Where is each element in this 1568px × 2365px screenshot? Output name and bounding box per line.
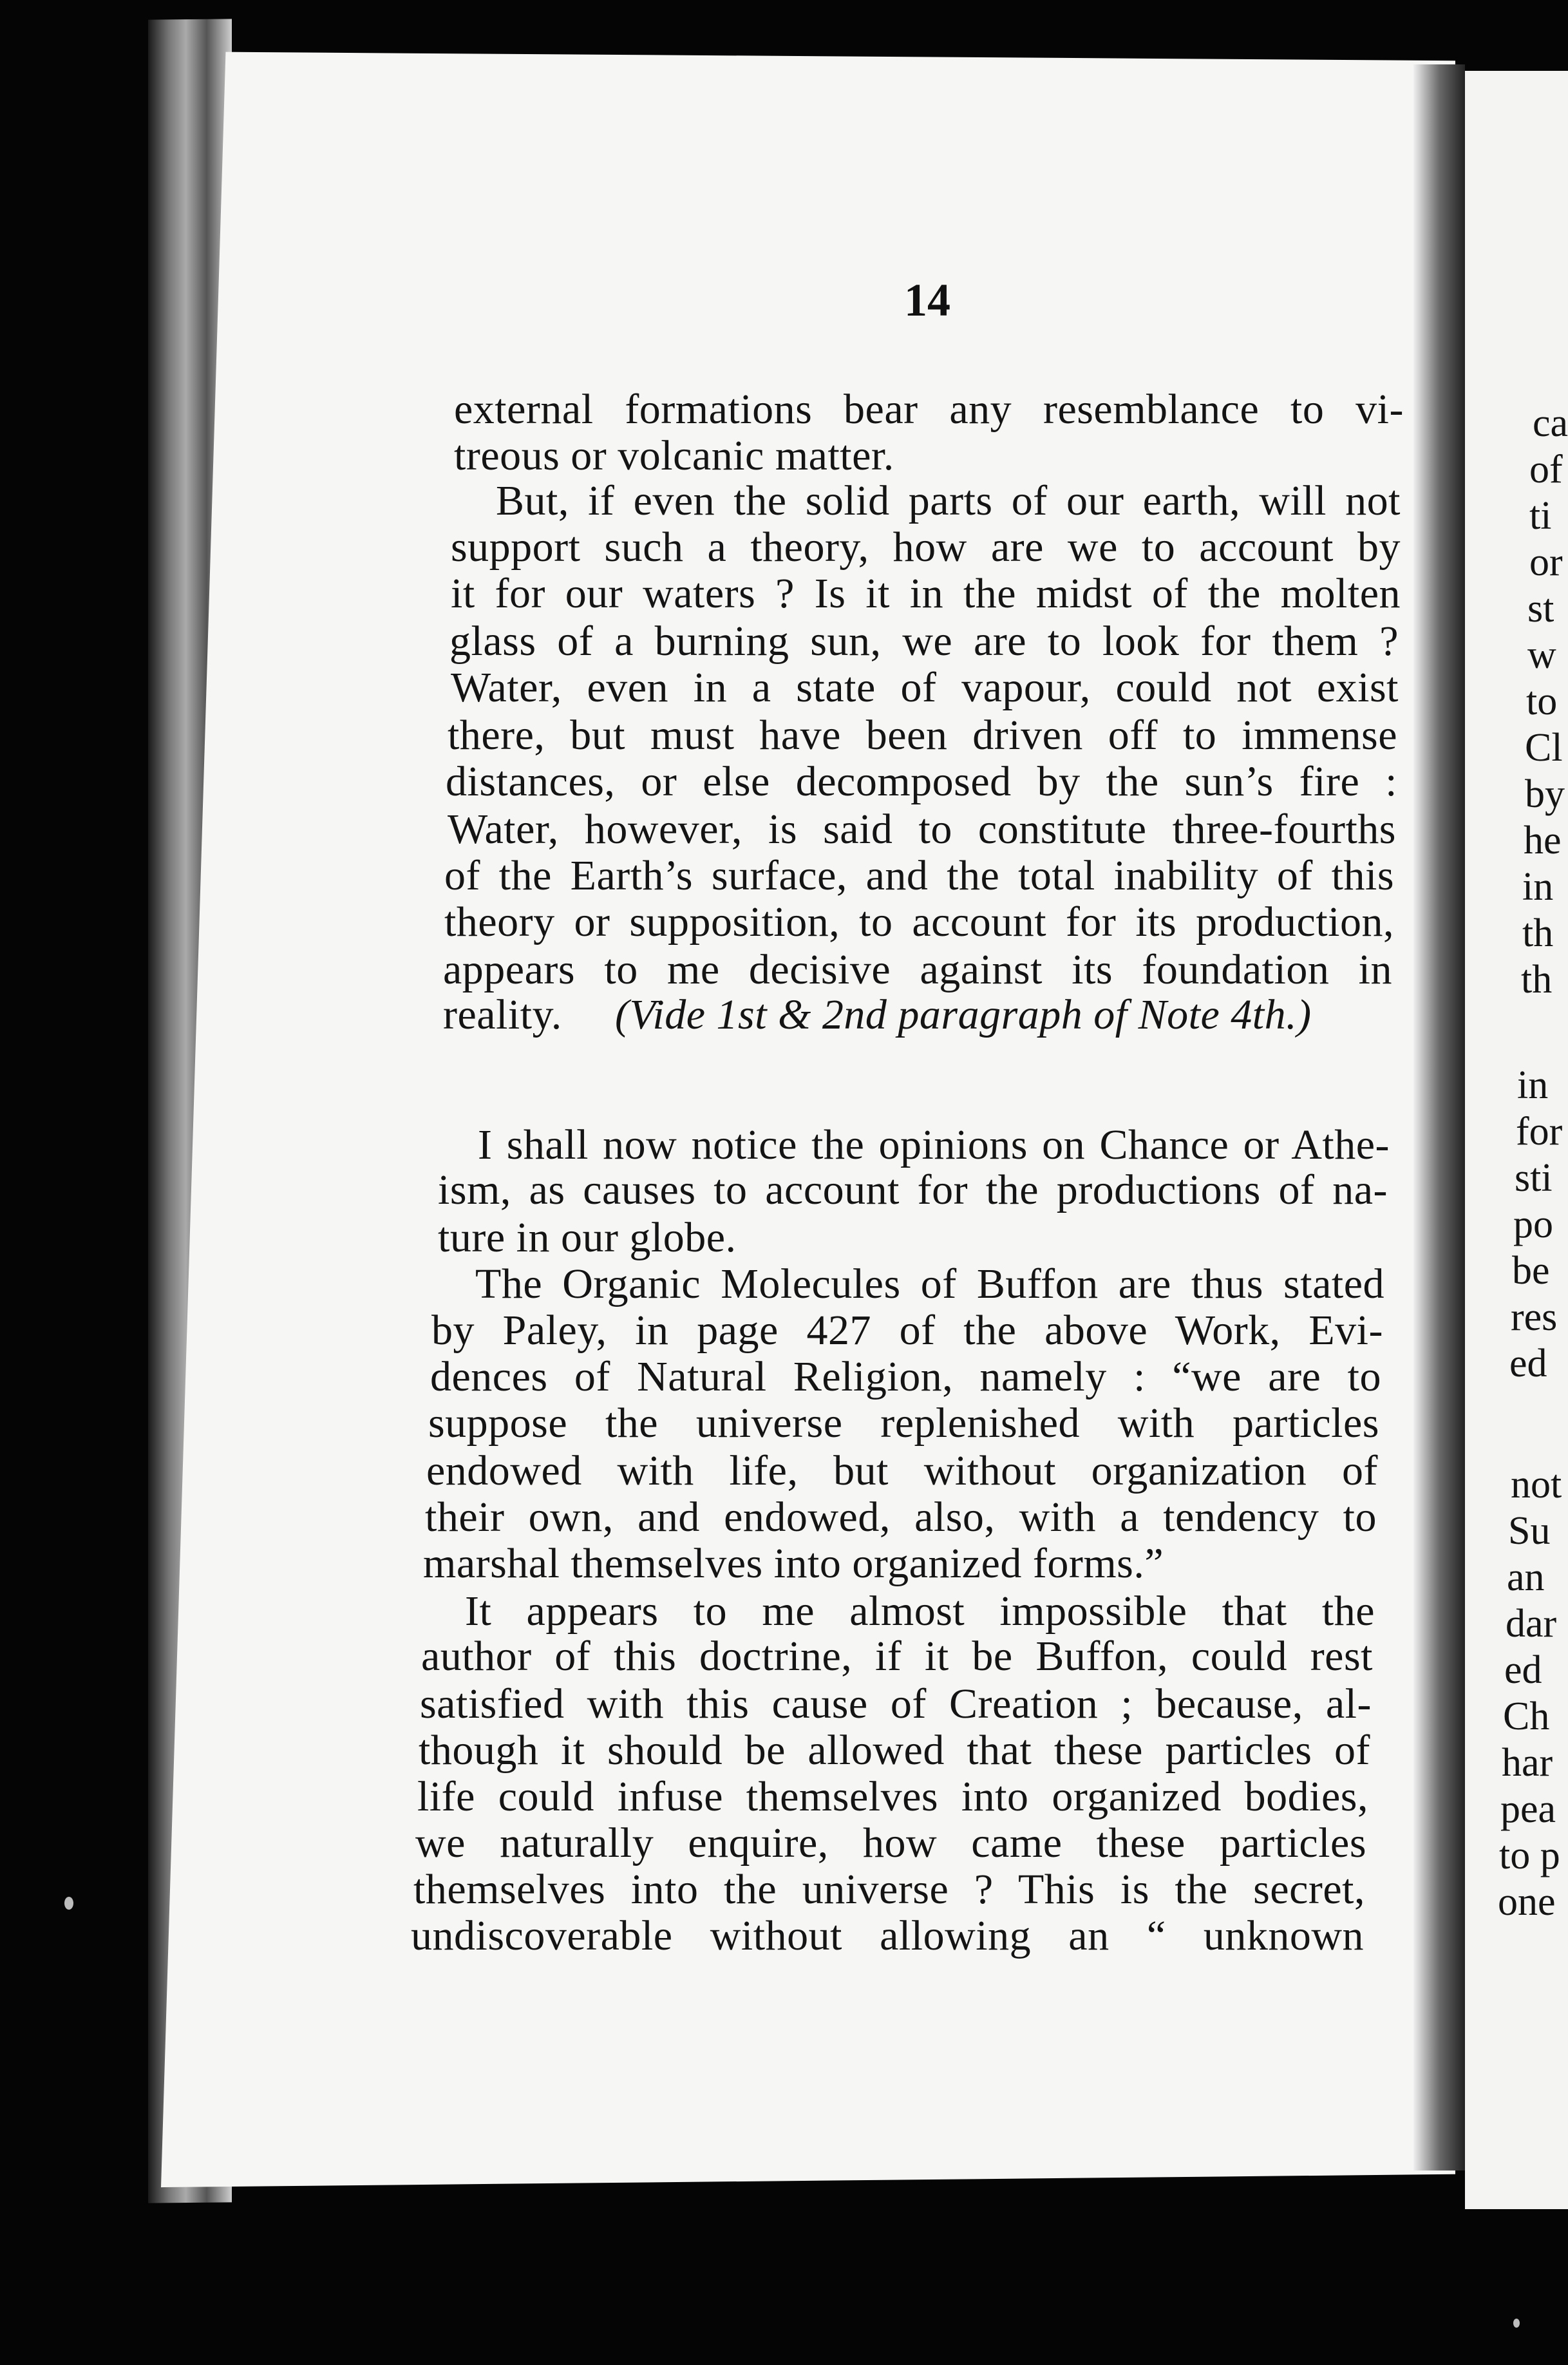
adjacent-page-fragment: pea: [1500, 1787, 1556, 1831]
adjacent-page-fragment: of: [1529, 448, 1563, 491]
text-line: Water, even in a state of vapour, could not exist: [451, 664, 1399, 711]
adjacent-page-fragment: w: [1527, 633, 1556, 677]
text-line: marshal themselves into organized forms.”: [423, 1540, 1164, 1587]
adjacent-page-fragment: ed: [1509, 1342, 1547, 1385]
adjacent-page-fragment: he: [1524, 819, 1562, 862]
text-line: author of this doctrine, if it be Buffon, could rest: [421, 1633, 1373, 1680]
text-line: dences of Natural Religion, namely : “we are to: [430, 1353, 1381, 1400]
text-line: suppose the universe replenished with particles: [428, 1400, 1379, 1447]
text-line: It appears to me almost impossible that the: [465, 1588, 1375, 1635]
text-line: endowed with life, but without organization of: [426, 1447, 1378, 1494]
text-line: ism, as causes to account for the productions of na-: [438, 1166, 1388, 1213]
adjacent-page-fragment: Su: [1508, 1509, 1551, 1553]
dust-speck: [64, 1897, 73, 1910]
adjacent-page-fragment: Cl: [1525, 726, 1563, 770]
text-line: by Paley, in page 427 of the above Work, Evi-: [431, 1307, 1383, 1354]
text-line: their own, and endowed, also, with a tendency to: [425, 1494, 1377, 1541]
adjacent-page-fragment: in: [1522, 865, 1554, 909]
page-number: 14: [904, 274, 950, 326]
adjacent-page-fragment: for: [1516, 1110, 1563, 1154]
adjacent-page-fragment: be: [1512, 1249, 1550, 1293]
text-line: undiscoverable without allowing an “ unknown: [411, 1912, 1364, 1959]
text-line: glass of a burning sun, we are to look for them ?: [449, 618, 1399, 665]
adjacent-page-fragment: har: [1502, 1741, 1553, 1785]
adjacent-page-fragment: res: [1511, 1295, 1558, 1339]
text-line: it for our waters ? Is it in the midst of the molten: [451, 570, 1401, 617]
adjacent-page-fragment: or: [1529, 540, 1563, 584]
text-line: there, but must have been driven off to immense: [448, 712, 1397, 759]
adjacent-page-fragment: by: [1525, 772, 1565, 816]
adjacent-page-fragment: sti: [1515, 1156, 1553, 1200]
adjacent-page-fragment: to p: [1499, 1834, 1560, 1877]
adjacent-page-fragment: one: [1498, 1880, 1556, 1924]
text-line: satisfied with this cause of Creation ; because, al-: [420, 1680, 1372, 1727]
adjacent-page-fragment: not: [1511, 1463, 1562, 1506]
text-line: external formations bear any resemblance to vi-: [454, 386, 1404, 433]
adjacent-page-fragment: th: [1521, 958, 1553, 1002]
text-line: treous or volcanic matter.: [454, 432, 894, 479]
adjacent-page-fragment: ti: [1529, 494, 1552, 538]
text-line: But, if even the solid parts of our earth, will not: [496, 477, 1401, 524]
adjacent-page-fragment: an: [1507, 1555, 1545, 1599]
page-fold-shadow: [1413, 64, 1465, 2170]
adjacent-page-fragment: Ch: [1503, 1695, 1550, 1738]
text-line: appears to me decisive against its foundation in: [443, 946, 1392, 993]
text-line: theory or supposition, to account for its production,: [444, 898, 1394, 945]
text-line: themselves into the universe ? This is the secret,: [413, 1866, 1365, 1913]
text-line: I shall now notice the opinions on Chance or Athe-: [478, 1121, 1390, 1168]
adjacent-page-fragment: th: [1522, 911, 1554, 955]
adjacent-page-fragment: po: [1513, 1202, 1553, 1246]
adjacent-page-fragment: to: [1526, 679, 1558, 723]
text-line: we naturally enquire, how came these particles: [415, 1819, 1366, 1866]
adjacent-page-fragment: ca: [1533, 401, 1568, 445]
adjacent-page-fragment: in: [1517, 1063, 1549, 1107]
text-line: reality.: [443, 991, 562, 1038]
adjacent-page-fragment: st: [1527, 587, 1554, 631]
text-line: Water, however, is said to constitute three-fourths: [448, 806, 1396, 853]
text-line: though it should be allowed that these particles of: [419, 1727, 1370, 1774]
text-line: life could infuse themselves into organized bodies,: [417, 1773, 1368, 1820]
dust-speck: [1513, 2319, 1520, 2328]
text-line: support such a theory, how are we to account by: [451, 524, 1401, 571]
text-line: The Organic Molecules of Buffon are thus stated: [475, 1260, 1384, 1307]
adjacent-page-fragment: dar: [1506, 1602, 1557, 1646]
text-line: distances, or else decomposed by the sun’s fire :: [446, 758, 1397, 805]
note-reference: (Vide 1st & 2nd paragraph of Note 4th.): [615, 991, 1312, 1038]
text-line: of the Earth’s surface, and the total inability of this: [444, 852, 1394, 899]
text-line: ture in our globe.: [438, 1214, 737, 1261]
adjacent-page-fragment: ed: [1504, 1648, 1542, 1692]
